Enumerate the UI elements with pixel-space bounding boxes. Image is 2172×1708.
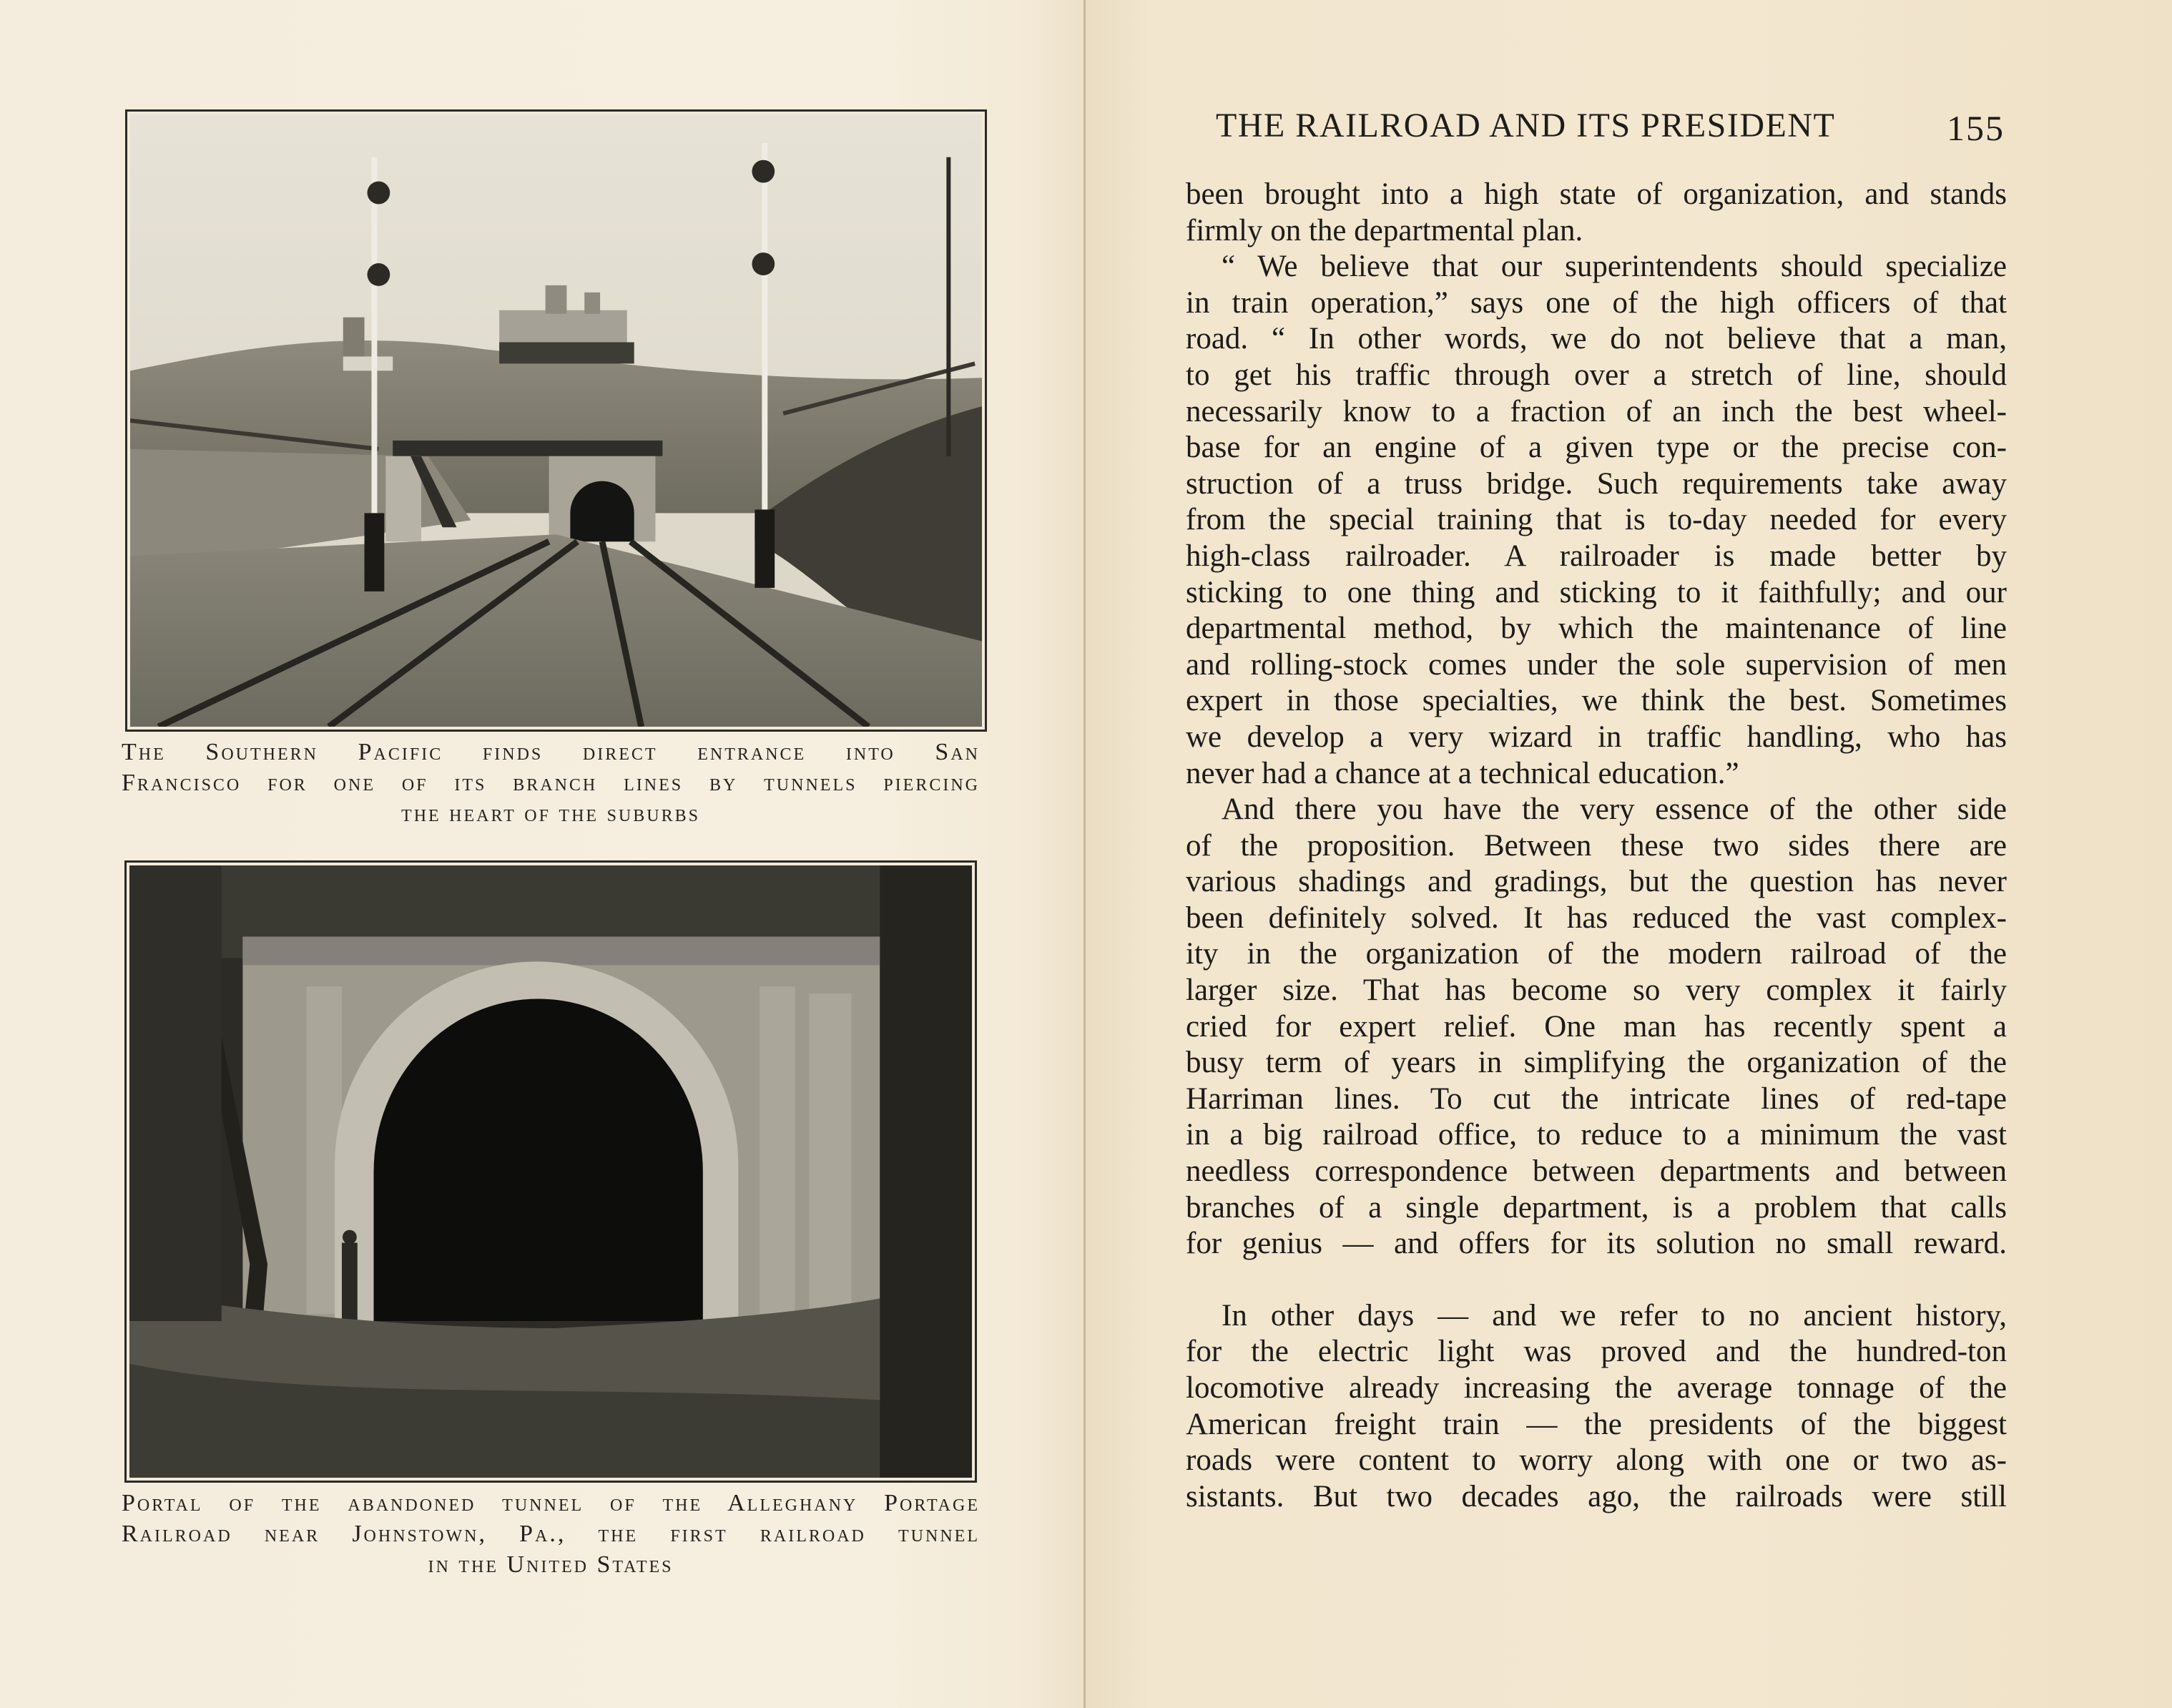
text-line: cried for expert relief. One man has recently spent a — [1186, 1009, 2007, 1044]
text-line: for genius — and offers for its solution no small reward. — [1186, 1227, 2007, 1261]
text-line: departmental method, by which the maintenance of line — [1186, 612, 2007, 646]
tunnel-portal-photo-icon — [129, 865, 972, 1478]
text-line: high-class railroader. A railroader is made better by — [1186, 539, 2007, 573]
text-line: needless correspondence between departments and between — [1186, 1154, 2007, 1189]
caption-line: Portal of the abandoned tunnel of the Alleghany Portage — [122, 1490, 980, 1516]
book-gutter — [1083, 0, 1086, 1708]
text-line: Harriman lines. To cut the intricate lines of red-tape — [1186, 1081, 2007, 1116]
figure-caption-1 — [122, 737, 980, 829]
text-line: “ We believe that our superintendents should specialize — [1222, 250, 2007, 284]
text-line: for the electric light was proved and the hundred-ton — [1186, 1335, 2007, 1369]
text-line: struction of a truss bridge. Such requirements take away — [1186, 466, 2007, 501]
text-line: various shadings and gradings, but the question has never — [1186, 865, 2007, 899]
text-line: been definitely solved. It has reduced the vast complex- — [1186, 900, 2007, 935]
photo-southern-pacific-tunnel — [125, 109, 987, 732]
text-line: in train operation,” says one of the high officers of that — [1186, 285, 2007, 320]
figure-caption-2 — [122, 1488, 980, 1580]
text-line: ity in the organization of the modern railroad of the — [1186, 937, 2007, 971]
text-line: busy term of years in simplifying the organization of the — [1186, 1046, 2007, 1080]
text-line: American freight train — the presidents of the biggest — [1186, 1407, 2007, 1441]
text-line: from the special training that is to-day needed for every — [1186, 503, 2007, 537]
text-line: larger size. That has become so very complex it fairly — [1186, 973, 2007, 1008]
text-line: sticking to one thing and sticking to it faithfully; and our — [1186, 575, 2007, 609]
text-line: base for an engine of a given type or the precise con- — [1186, 431, 2007, 465]
text-line: firmly on the departmental plan. — [1186, 213, 1583, 247]
text-line: and rolling-stock comes under the sole supervision of men — [1186, 647, 2007, 682]
text-line: In other days — and we refer to no ancient history, — [1222, 1298, 2007, 1332]
text-line: never had a chance at a technical education.” — [1186, 756, 1739, 790]
photo-alleghany-portage-tunnel — [124, 860, 977, 1483]
body-text — [1186, 177, 2007, 1515]
text-line: necessarily know to a fraction of an inch the best wheel- — [1186, 394, 2007, 428]
caption-line: Railroad near Johnstown, Pa., the first railroad tunnel — [122, 1521, 980, 1547]
text-line: branches of a single department, is a problem that calls — [1186, 1190, 2007, 1224]
caption-line: The Southern Pacific finds direct entrance into San — [122, 739, 980, 765]
text-line: of the proposition. Between these two sides there are — [1186, 828, 2007, 863]
text-line: locomotive already increasing the average tonnage of the — [1186, 1371, 2007, 1405]
section-break — [1186, 1262, 2007, 1298]
text-line: in a big railroad office, to reduce to a minimum the vast — [1186, 1118, 2007, 1152]
text-line: to get his traffic through over a stretch of line, should — [1186, 358, 2007, 392]
text-line: roads were content to worry along with one or two as- — [1186, 1443, 2007, 1478]
caption-line: in the United States — [428, 1551, 674, 1578]
text-line: road. “ In other words, we do not believe that a man, — [1186, 322, 2007, 356]
text-line: we develop a very wizard in traffic handling, who has — [1186, 720, 2007, 754]
caption-line: the heart of the suburbs — [401, 800, 700, 827]
text-line: expert in those specialties, we think the best. Sometimes — [1186, 684, 2007, 718]
page-number: 155 — [1947, 108, 2005, 148]
text-line: And there you have the very essence of the other side — [1222, 792, 2007, 827]
railroad-tracks-photo-icon — [130, 114, 982, 727]
text-line: been brought into a high state of organization, and stands — [1186, 177, 2007, 211]
text-line: sistants. But two decades ago, the railroads were still — [1186, 1479, 2007, 1513]
caption-line: Francisco for one of its branch lines by tunnels piercing — [122, 770, 980, 796]
running-head: THE RAILROAD AND ITS PRESIDENT — [1216, 107, 1836, 144]
